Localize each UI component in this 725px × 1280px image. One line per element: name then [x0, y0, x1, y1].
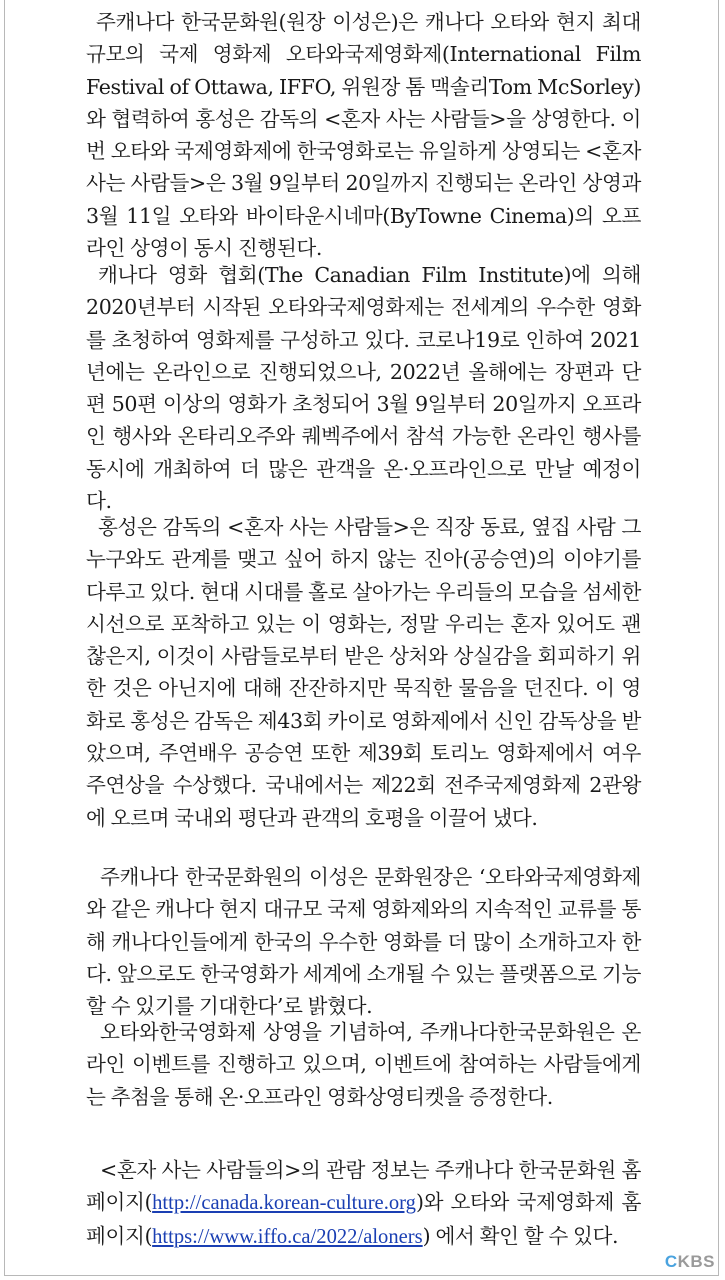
- paragraph-6-text-before: <혼자 사는 사람들의>의 관람 정보는 주캐나다 한국문화원 홈페이지(: [86, 1158, 641, 1215]
- paragraph-4: 주캐나다 한국문화원의 이성은 문화원장은 ‘오타와국제영화제와 같은 캐나다 현지 대규모 국제 영화제와의 지속적인 교류를 통해 캐나다인들에게 한국의 우수한 영화를 더 많이 소개하고자 한다. 앞으로도 한국영화가 세계에 소개될 수 있는 플랫폼으로 기능할 수 있기를 기대한다’로 밝혔다.: [86, 865, 641, 1019]
- paragraph-6-text-middle: )와 오타와 국제영화제 홈페이지(: [86, 1190, 641, 1248]
- paragraph-3: 홍성은 감독의 <혼자 사는 사람들>은 직장 동료, 옆집 사람 그 누구와도 관계를 맺고 싶어 하지 않는 진아(공승연)의 이야기를 다루고 있다. 현대 시대를 홀로 살아가는 우리들의 모습을 섬세한 시선으로 포착하고 있는 이 영화는, 정말 우리는 혼자 있어도 괜찮은지, 이것이 사람들로부터 받은 상처와 상실감을 회피하기 위한 것은 아닌지에 대해 잔잔하지만 묵직한 물음을 던진다. 이 영화로 홍성은 감독은 제43회 카이로 영화제에서 신인 감독상을 받았으며, 주연배우 공승연 또한 제39회 토리노 영화제에서 여우 주연상을 수상했다. 국내에서는 제22회 전주국제영화제 2관왕에 오르며 국내외 평단과 관객의 호평을 이끌어 냈다.: [86, 515, 641, 830]
- culture-center-link[interactable]: http://canada.korean-culture.org: [152, 1192, 416, 1215]
- paragraph-2: 캐나다 영화 협회(The Canadian Film Institute)에 의해 2020년부터 시작된 오타와국제영화제는 전세계의 우수한 영화를 초청하여 영화제를 구성하고 있다. 코로나19로 인하여 2021년에는 온라인으로 진행되었으나, 2022년 올해에는 장편과 단편 50편 이상의 영화가 초청되어 3월 9일부터 20일까지 오프라인 행사와 온타리오주와 퀘벡주에서 참석 가능한 온라인 행사를 동시에 개최하여 더 많은 관객을 온·오프라인으로 만날 예정이다.: [86, 263, 641, 514]
- logo-kbs: KBS: [677, 1252, 715, 1271]
- paragraph-1: 주캐나다 한국문화원(원장 이성은)은 캐나다 오타와 현지 최대규모의 국제 영화제 오타와국제영화제(International Film Festival of Ottawa, IFFO, 위원장 톰 맥솔리Tom McSorley)와 협력하여 홍성은 감독의 <혼자 사는 사람들>을 상영한다. 이번 오타와 국제영화제에 한국영화로는 유일하게 상영되는 <혼자 사는 사람들>은 3월 9일부터 20일까지 진행되는 온라인 상영과 3월 11일 오타와 바이타운시네마(ByTowne Cinema)의 오프라인 상영이 동시 진행된다.: [86, 10, 641, 261]
- paragraph-6: [86, 1154, 641, 1253]
- logo-c: C: [664, 1252, 678, 1271]
- paragraph-6-text-after: ) 에서 확인 할 수 있다.: [422, 1223, 619, 1248]
- kbs-watermark-logo: [665, 1252, 715, 1272]
- paragraph-5: 오타와한국영화제 상영을 기념하여, 주캐나다한국문화원은 온라인 이벤트를 진행하고 있으며, 이벤트에 참여하는 사람들에게는 추첨을 통해 온·오프라인 영화상영티켓을 증정한다.: [86, 1020, 641, 1109]
- iffo-link[interactable]: https://www.iffo.ca/2022/aloners: [152, 1225, 423, 1248]
